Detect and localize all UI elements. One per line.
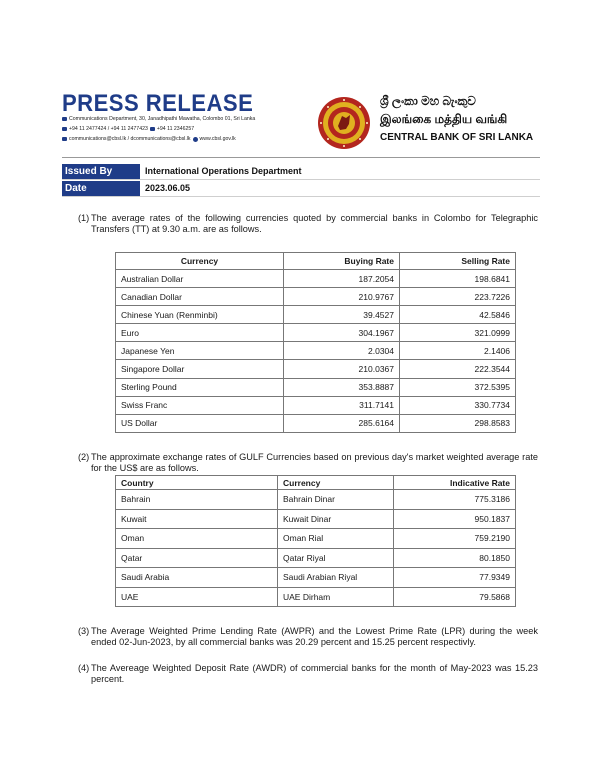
table-row [116,324,516,342]
indicative-rate-cell: 759.2190 [394,529,516,549]
indicative-rate-cell: 79.5868 [394,587,516,607]
currency-cell: Euro [116,324,284,342]
bank-name-sinhala: ශ්‍රී ලංකා මහ බැංකුව [380,94,476,108]
paragraph-text: The average rates of the following currencies quoted by commercial banks in Colombo for Telegraphic Transfers (TT) at 9.30 a.m. are as follows. [91,213,538,234]
email-line [62,136,236,142]
col-header-currency: Currency [116,253,284,270]
selling-rate-cell: 222.3544 [400,360,516,378]
buying-rate-cell: 210.0367 [284,360,400,378]
currency-cell: Saudi Arabian Riyal [278,568,394,588]
currency-cell: Oman Rial [278,529,394,549]
paragraph-4 [78,663,538,685]
issued-by-label: Issued By [62,164,140,179]
currency-cell: Japanese Yen [116,342,284,360]
selling-rate-cell: 372.5395 [400,378,516,396]
country-cell: UAE [116,587,278,607]
currency-cell: Sterling Pound [116,378,284,396]
email-icon [62,137,67,141]
country-cell: Bahrain [116,490,278,510]
issued-by-value: International Operations Department [145,166,302,176]
currency-cell: Bahrain Dinar [278,490,394,510]
table-row [116,548,516,568]
currency-cell: UAE Dirham [278,587,394,607]
country-cell: Saudi Arabia [116,568,278,588]
paragraph-2 [78,452,538,474]
country-cell: Qatar [116,548,278,568]
country-cell: Oman [116,529,278,549]
header-divider [62,157,540,158]
selling-rate-cell: 298.8583 [400,414,516,432]
buying-rate-cell: 2.0304 [284,342,400,360]
address-text: Communications Department, 30, Janadhipathi Mawatha, Colombo 01, Sri Lanka [69,116,256,122]
indicative-rate-cell: 775.3186 [394,490,516,510]
indicative-rate-cell: 77.9349 [394,568,516,588]
address-line [62,116,255,122]
website-text[interactable]: www.cbsl.gov.lk [199,136,236,142]
phone-icon [62,127,67,131]
table-row [116,414,516,432]
globe-icon [193,137,198,142]
buying-rate-cell: 304.1967 [284,324,400,342]
table-row [116,306,516,324]
table-header-row [116,476,516,490]
selling-rate-cell: 330.7734 [400,396,516,414]
col-header-indicative-rate: Indicative Rate [394,476,516,490]
date-value: 2023.06.05 [145,183,191,193]
buying-rate-cell: 39.4527 [284,306,400,324]
currency-cell: Singapore Dollar [116,360,284,378]
table-row [116,360,516,378]
buying-rate-cell: 210.9767 [284,288,400,306]
paragraph-text: The approximate exchange rates of GULF Currencies based on previous day's market weighted average rate for the US$ are as follows. [91,452,538,473]
selling-rate-cell: 223.7226 [400,288,516,306]
currency-cell: Canadian Dollar [116,288,284,306]
fax-icon [150,127,155,131]
buying-rate-cell: 187.2054 [284,270,400,288]
table-header-row [116,253,516,270]
date-label: Date [62,181,140,196]
press-release-title: PRESS RELEASE [62,90,254,117]
table-row [116,568,516,588]
table-row [116,270,516,288]
selling-rate-cell: 321.0999 [400,324,516,342]
email-text[interactable]: communications@cbsl.lk / dcommunications@cbsl.lk [69,136,191,142]
paragraph-number: (2) [78,452,90,462]
tt-rates-table [115,252,516,433]
table-row [116,396,516,414]
paragraph-1 [78,213,538,235]
meta-divider [62,196,540,197]
table-row [116,378,516,396]
cbsl-seal-logo [316,96,372,150]
col-header-buying-rate: Buying Rate [284,253,400,270]
paragraph-3 [78,626,538,648]
fax-text: +94 11 2346257 [156,126,195,132]
currency-cell: Chinese Yuan (Renminbi) [116,306,284,324]
table-row [116,288,516,306]
selling-rate-cell: 2.1406 [400,342,516,360]
currency-cell: US Dollar [116,414,284,432]
currency-cell: Qatar Riyal [278,548,394,568]
phone-line [62,126,194,132]
buying-rate-cell: 353.8887 [284,378,400,396]
paragraph-number: (3) [78,626,90,636]
indicative-rate-cell: 80.1850 [394,548,516,568]
selling-rate-cell: 42.5846 [400,306,516,324]
table-row [116,587,516,607]
paragraph-text: The Avereage Weighted Deposit Rate (AWDR) of commercial banks for the month of May-2023 was 15.23 percent. [91,663,538,684]
meta-divider [62,179,540,180]
bank-name-tamil: இலங்கை மத்திய வங்கி [380,112,508,126]
selling-rate-cell: 198.6841 [400,270,516,288]
currency-cell: Swiss Franc [116,396,284,414]
buying-rate-cell: 311.7141 [284,396,400,414]
indicative-rate-cell: 950.1837 [394,509,516,529]
table-row [116,342,516,360]
paragraph-number: (4) [78,663,90,673]
col-header-currency: Currency [278,476,394,490]
buying-rate-cell: 285.6164 [284,414,400,432]
country-cell: Kuwait [116,509,278,529]
col-header-selling-rate: Selling Rate [400,253,516,270]
paragraph-text: The Average Weighted Prime Lending Rate (AWPR) and the Lowest Prime Rate (LPR) during the week ended 02-Jun-2023, by all commercial banks was 20.29 percent and 15.25 percent respectivly. [91,626,538,647]
phone-text: +94 11 2477424 / +94 11 2477423 [69,126,148,132]
gulf-rates-table [115,475,516,607]
mail-icon [62,117,67,121]
table-row [116,490,516,510]
paragraph-number: (1) [78,213,90,223]
table-row [116,509,516,529]
bank-name-english: CENTRAL BANK OF SRI LANKA [380,132,534,143]
currency-cell: Australian Dollar [116,270,284,288]
table-row [116,529,516,549]
currency-cell: Kuwait Dinar [278,509,394,529]
col-header-country: Country [116,476,278,490]
